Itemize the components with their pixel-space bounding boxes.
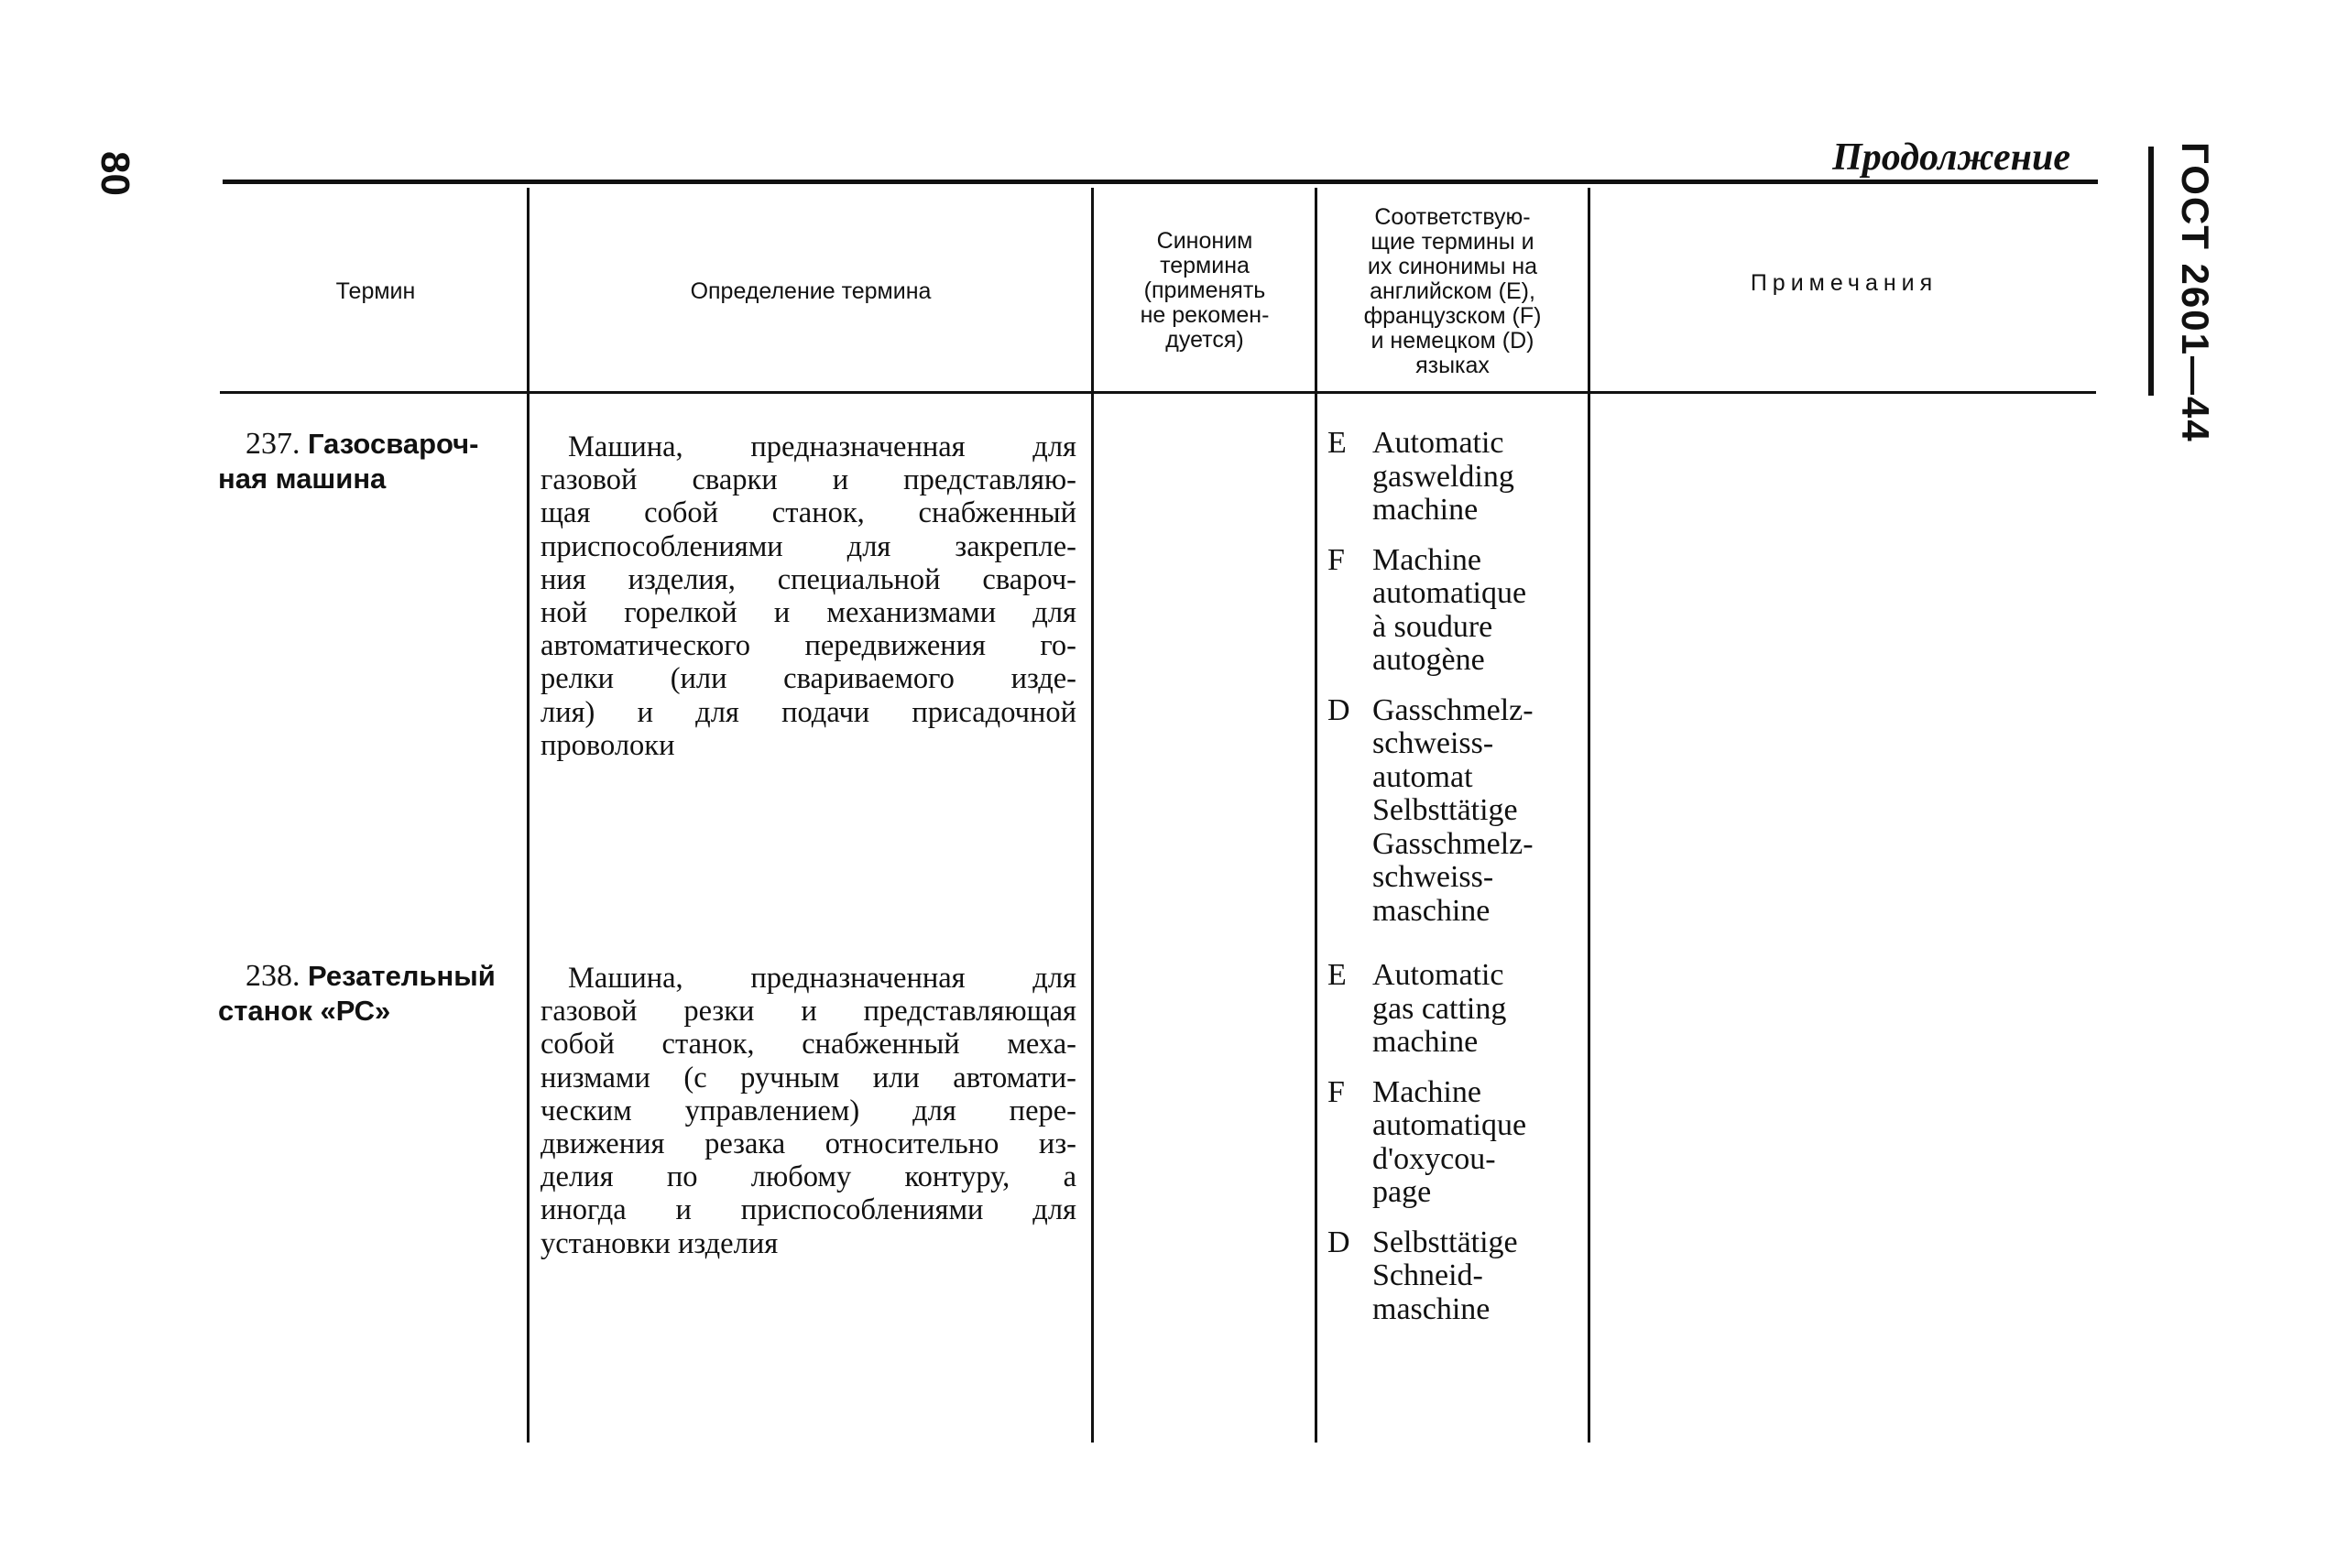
definition-line: газовой сварки и представляю- (541, 463, 1076, 497)
header-equivalents: Соответствую- щие термины и их синонимы на английском (E), французском (F) и немецком (D) языках (1363, 204, 1542, 378)
definition-line: низмами (с ручным или автомати- (541, 1061, 1076, 1094)
entry-238-term (218, 959, 525, 1029)
equivalent-english: E Automatic gaswelding machine (1327, 426, 1514, 527)
entry-number: 237. (246, 427, 300, 461)
table-top-rule (223, 180, 2098, 184)
definition-line: Машина, предназначенная для (568, 430, 1076, 463)
entry-237-term (218, 427, 525, 496)
equivalent-german: D Gasschmelz- schweiss- automat Selbsttätige Gasschmelz- schweiss- maschine (1327, 692, 1534, 928)
definition-line: делия по любому контуру, а (541, 1160, 1076, 1194)
term-word: станок «РС» (218, 995, 391, 1027)
equivalent-french: F Machine automatique à soudure autogène (1327, 542, 1527, 677)
continuation-label: Продолжение (1832, 136, 2070, 179)
equivalent-german: D Selbsttätige Schneid- maschine (1327, 1225, 1518, 1326)
definition-line: иногда и приспособлениями для (541, 1193, 1076, 1227)
header-synonym: Синоним термина (применять не рекомен- дуется) (1140, 228, 1270, 353)
side-rule (2148, 147, 2154, 396)
equivalent-english: E Automatic gas catting machine (1327, 958, 1507, 1059)
definition-line: ния изделия, специальной свароч- (541, 562, 1076, 596)
definition-line: щая собой станок, снабженный (541, 496, 1076, 530)
header-term: Термин (335, 278, 416, 304)
definition-line: ной горелкой и механизмами для (541, 596, 1076, 630)
definition-line: движения резака относительно из- (541, 1127, 1076, 1161)
entry-237-equivalents (1327, 427, 1589, 944)
entry-238-definition (541, 962, 1076, 1260)
definition-line: Машина, предназначенная для (568, 962, 1076, 995)
entry-number: 238. (246, 959, 300, 993)
definition-line: релки (или свариваемого изде- (541, 662, 1076, 696)
header-notes: Примечания (1750, 270, 1938, 296)
definition-line: приспособлениями для закрепле- (541, 529, 1076, 563)
term-word: Газосвароч- (308, 428, 479, 460)
column-divider-2 (1091, 188, 1094, 1443)
header-definition: Определение термина (690, 278, 932, 304)
definition-line: лия) и для подачи присадочной (541, 695, 1076, 729)
definition-line: автоматического передвижения го- (541, 629, 1076, 663)
definition-line: собой станок, снабженный меха- (541, 1028, 1076, 1062)
equivalent-french: F Machine automatique d'oxycou- page (1327, 1074, 1527, 1209)
entry-238-equivalents (1327, 959, 1589, 1343)
definition-line: ческим управлением) для пере- (541, 1094, 1076, 1127)
page-number: 80 (93, 151, 137, 196)
header-bottom-rule (220, 391, 2096, 394)
definition-line: установки изделия (541, 1226, 779, 1260)
column-divider-1 (527, 188, 530, 1443)
term-word: ная машина (218, 463, 387, 495)
term-word: Резательный (308, 960, 496, 992)
entry-237-definition (541, 430, 1076, 762)
definition-line: газовой резки и представляющая (541, 995, 1076, 1029)
standard-code: ГОСТ 2601—44 (2174, 142, 2217, 443)
definition-line: проволоки (541, 728, 675, 762)
